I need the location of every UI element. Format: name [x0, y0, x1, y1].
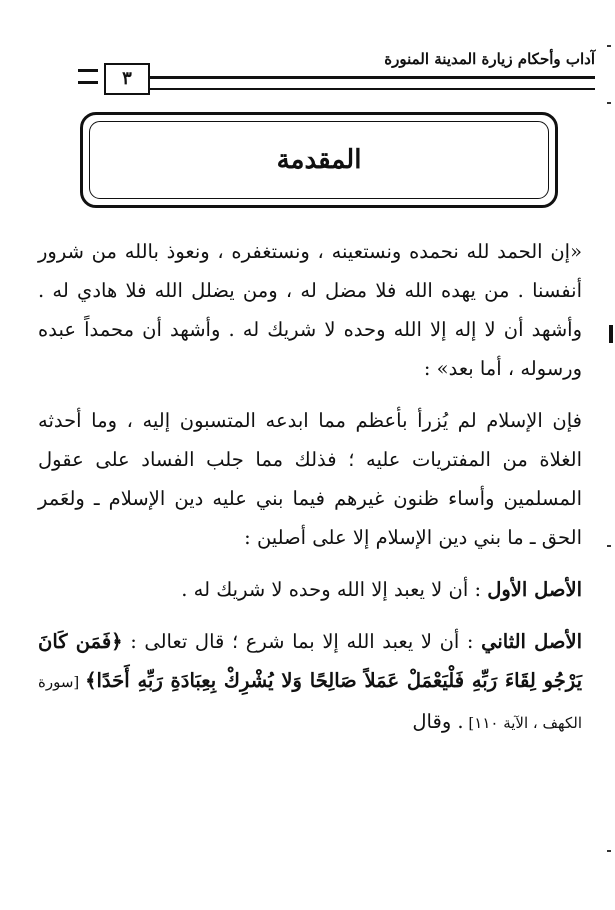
paragraph-islam-foundations: فإن الإسلام لم يُزرأ بأعظم مما ابدعه المتسبون إليه ، وما أحدثه الغلاة من المفتريات عليه ؛ فذلك مما جلب الفساد على عقول المسلمين وأساء ظنون غيرهم فيما بني عليه دين الإسلام ـ ولعَمر الحق ـ ما بني دين الإسلام إلا على أصلين : [38, 409, 582, 549]
section-title-frame [80, 112, 558, 208]
body-text [38, 232, 582, 756]
running-header: آداب وأحكام زيارة المدينة المنورة [384, 50, 595, 68]
second-principle-tail: . وقال [412, 710, 464, 733]
second-principle-label: الأصل الثاني [481, 630, 582, 653]
margin-speck [607, 102, 611, 104]
first-principle-text: : أن لا يعبد إلا الله وحده لا شريك له . [181, 578, 488, 601]
paragraph-opening-sermon: «إن الحمد لله نحمده ونستعينه ، ونستغفره ، ونعوذ بالله من شرور أنفسنا . من يهده الله فلا مضل له ، ومن يضلل الله فلا هادي له . وأشهد أن لا إله إلا الله وحده لا شريك له . وأشهد أن محمداً عبده ورسوله ، أما بعد» : [38, 240, 582, 380]
second-principle-text: : أن لا يعبد الله إلا بما شرع ؛ قال تعالى : [122, 630, 482, 653]
margin-mark [609, 325, 613, 343]
header-rule [150, 76, 595, 90]
margin-speck [607, 850, 611, 852]
section-title-inner-frame [89, 121, 549, 199]
verse-citation: [سورة الكهف ، الآية ١١٠] [38, 673, 582, 732]
section-title: المقدمة [276, 145, 362, 175]
quran-verse: ﴿فَمَن كَانَ يَرْجُو لِقَاءَ رَبِّهِ فَلْيَعْمَلْ عَمَلاً صَالِحًا وَلا يُشْرِكْ بِعِبَادَةِ رَبِّهِ أَحَدًا﴾ [38, 630, 582, 692]
paragraph-first-principle [38, 570, 582, 609]
page-number-ornament [78, 69, 98, 84]
margin-speck [607, 45, 611, 47]
margin-speck [607, 545, 611, 547]
page-number: ٣ [104, 63, 150, 95]
paragraph-second-principle [38, 622, 582, 743]
first-principle-label: الأصل الأول [487, 578, 582, 601]
